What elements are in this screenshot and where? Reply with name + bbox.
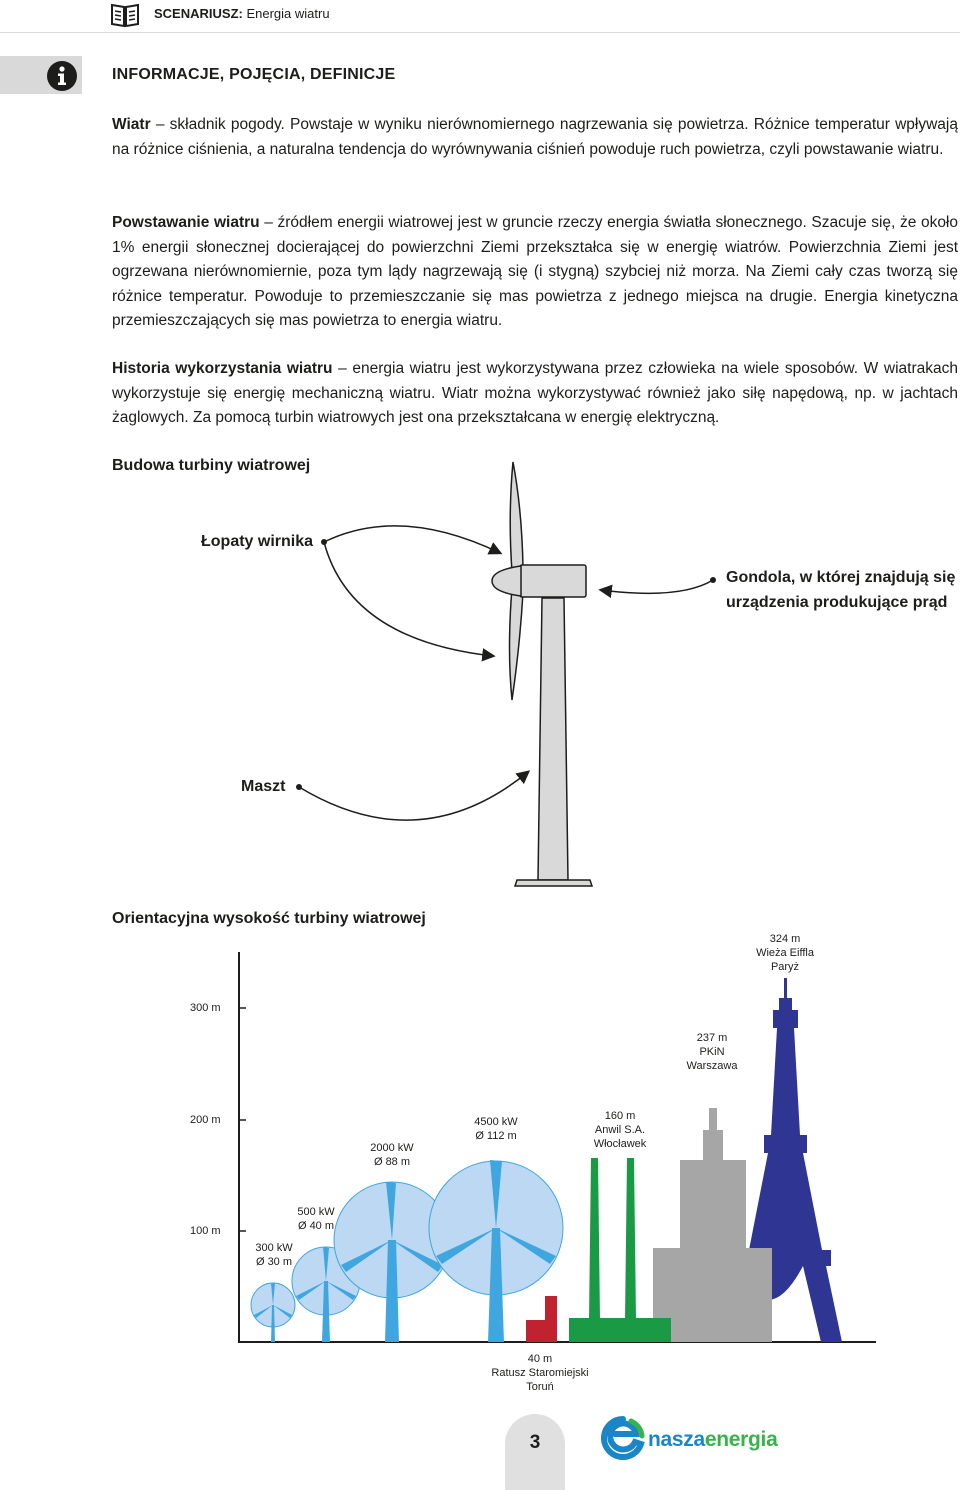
eiffel-city: Paryż [770, 961, 800, 973]
palace-label [672, 1031, 752, 1073]
palace-height: 237 m [696, 1032, 728, 1044]
logo-text [648, 1428, 777, 1452]
term-wind-origin: Powstawanie wiatru [112, 214, 260, 231]
turbine-500kw-diameter: Ø 40 m [297, 1220, 335, 1232]
town-hall [526, 1296, 557, 1342]
turbine-300kw-power: 300 kW [255, 1242, 293, 1254]
town-hall-label [480, 1352, 600, 1394]
label-tower: Maszt [241, 778, 286, 795]
axis-label-200: 200 m [190, 1114, 221, 1126]
turbine-4500kw-power: 4500 kW [474, 1116, 518, 1128]
paragraph-wind-origin [112, 211, 958, 334]
turbine-300kw-diameter: Ø 30 m [255, 1256, 293, 1268]
eiffel-name: Wieża Eiffla [756, 947, 814, 959]
turbine-2000kw-label [362, 1141, 422, 1169]
header-divider [0, 32, 960, 33]
term-wind: Wiatr [112, 116, 151, 133]
chimneys-name: Anwil S.A. [594, 1124, 646, 1136]
chimneys-label [575, 1109, 665, 1151]
logo-icon [601, 1416, 645, 1460]
turbine-300kw [251, 1283, 295, 1342]
logo-part2: energia [704, 1428, 778, 1451]
label-nacelle-line1: Gondola, w której znajdują się [726, 569, 956, 586]
page-number: 3 [529, 1432, 541, 1453]
palace-name: PKiN [699, 1046, 725, 1058]
text-wind-history: – energia wiatru jest wykorzystywana przez człowieka na wiele sposobów. W wiatrakach wykorzystuje się energię mechaniczną wiatru. Wiatr można wykorzystywać również jako siłę napędową, np. w jachtach żaglowych. Za pomocą turbin wiatrowych jest ona przekształcana w energię elektryczną. [112, 360, 958, 426]
section-title: INFORMACJE, POJĘCIA, DEFINICJE [112, 66, 396, 83]
eiffel-height: 324 m [769, 933, 801, 945]
town-hall-city: Toruń [526, 1381, 554, 1393]
turbine-4500kw [429, 1160, 563, 1342]
town-hall-name: Ratusz Staromiejski [491, 1367, 589, 1379]
nacelle-arrow [601, 580, 713, 593]
turbine-hub [492, 566, 521, 596]
info-icon [46, 60, 78, 92]
turbine-blade-top [510, 462, 523, 572]
tower-arrow [299, 772, 528, 820]
turbine-4500kw-label [466, 1115, 526, 1143]
paragraph-wind-history [112, 357, 958, 431]
turbine-nacelle [520, 565, 586, 597]
turbine-base [515, 880, 592, 886]
turbine-diagram-heading: Budowa turbiny wiatrowej [112, 457, 311, 474]
label-nacelle [726, 565, 955, 615]
turbine-500kw-power: 500 kW [297, 1206, 335, 1218]
label-blades: Łopaty wirnika [201, 533, 314, 550]
book-icon [110, 2, 140, 28]
logo-part1: nasza [648, 1428, 705, 1451]
axis-label-300: 300 m [190, 1002, 221, 1014]
axis-label-100: 100 m [190, 1225, 221, 1237]
turbine-tower [538, 598, 568, 880]
chimneys-height: 160 m [604, 1110, 636, 1122]
text-wind: – składnik pogody. Powstaje w wyniku nierównomiernego nagrzewania się powietrza. Różnice temperatur wpływają na różnice ciśnienia, a naturalna tendencja do wyrównywania ciśnień powoduje ruch powietrza, czyli powstawanie wiatru. [112, 116, 958, 158]
paragraph-wind [112, 113, 958, 162]
blade-arrow-bottom [324, 542, 493, 656]
text-wind-origin: – źródłem energii wiatrowej jest w gruncie rzeczy energia światła słonecznego. Szacuje się, że około 1% energii słonecznej docierającej do powierzchni Ziemi przekształca się w energię wiatrów. Powierzchnia Ziemi jest ogrzewana nierównomiernie, poza tym lądy nagrzewają się (i stygną) szybciej niż morza. Na Ziemi cały czas tworzą się różnice temperatur. Powoduje to przemieszczanie się mas powietrza z jednego miejsca na drugie. Energia kinetyczna przemieszczających się mas powietrza to energia wiatru. [112, 214, 959, 329]
turbine-500kw-label [286, 1205, 346, 1233]
header-title [154, 6, 330, 21]
turbine-4500kw-diameter: Ø 112 m [475, 1130, 517, 1142]
label-nacelle-line2: urządzenia produkujące prąd [726, 594, 948, 611]
header-title-text: Energia wiatru [246, 6, 330, 21]
turbine-2000kw-power: 2000 kW [370, 1142, 414, 1154]
term-wind-history: Historia wykorzystania wiatru [112, 360, 333, 377]
turbine-blade-bottom [510, 588, 524, 700]
blade-arrow-top [324, 526, 500, 553]
height-chart-heading: Orientacyjna wysokość turbiny wiatrowej [112, 910, 426, 927]
turbine-2000kw-diameter: Ø 88 m [373, 1156, 411, 1168]
palace-city: Warszawa [686, 1060, 738, 1072]
eiffel-label [745, 932, 825, 974]
town-hall-height: 40 m [527, 1353, 553, 1365]
chimneys-city: Włocławek [593, 1138, 647, 1150]
height-chart [0, 940, 960, 1350]
turbine-diagram [0, 440, 960, 900]
header-prefix: SCENARIUSZ: [154, 6, 243, 21]
turbine-300kw-label [244, 1241, 304, 1269]
